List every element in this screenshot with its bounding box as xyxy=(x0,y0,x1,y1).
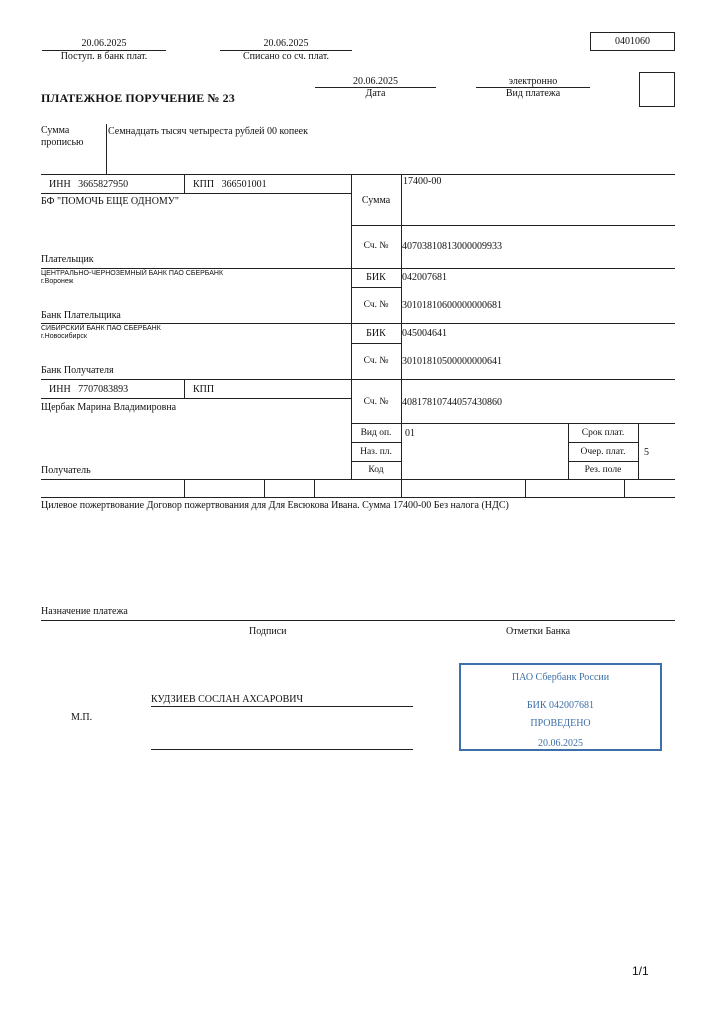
payer-label: Плательщик xyxy=(41,254,94,265)
bank-marks-label: Отметки Банка xyxy=(506,626,571,637)
tax-cell-6 xyxy=(624,479,625,497)
tax-cell-4 xyxy=(401,479,402,497)
codes-top-line xyxy=(351,423,675,424)
term-label: Срок плат. xyxy=(581,428,625,438)
received-date-label: Поступ. в банк плат. xyxy=(60,51,148,62)
recipient-inn-kpp-divider xyxy=(184,379,185,398)
payer-account: 40703810813000009933 xyxy=(402,241,502,252)
payer-bank-corr: 30101810600000000681 xyxy=(402,300,502,311)
payer-inn-value: 3665827950 xyxy=(78,179,129,190)
payer-bank-bik-line xyxy=(351,287,401,288)
purpose-line xyxy=(41,620,675,621)
payer-kpp-label: КПП xyxy=(193,179,215,190)
recipient-inn-line xyxy=(41,398,351,399)
reserve-label: Рез. поле xyxy=(584,465,622,475)
recipient-account: 40817810744057430860 xyxy=(402,397,502,408)
payer-row-line xyxy=(41,268,675,269)
payer-bank-row-line xyxy=(41,323,675,324)
recipient-bank-row-line xyxy=(41,379,675,380)
amount-value: 17400-00 xyxy=(403,176,442,187)
debited-date: 20.06.2025 xyxy=(263,38,309,49)
codes-line-1a xyxy=(351,442,401,443)
op-type-label: Вид оп. xyxy=(360,428,392,438)
codes-line-2a xyxy=(351,461,401,462)
debited-date-label: Списано со сч. плат. xyxy=(242,51,330,62)
payer-bank-bik: 042007681 xyxy=(402,272,447,283)
recipient-inn-label: ИНН xyxy=(49,384,71,395)
amount-label: Сумма xyxy=(361,195,391,206)
priority-label: Очер. плат. xyxy=(580,447,626,457)
signatures-label: Подписи xyxy=(249,626,287,637)
recipient-bank-corr-label: Сч. № xyxy=(363,356,389,366)
purpose-text: Цилевое пожертвование Договор пожертвования для Для Евсюкова Ивана. Сумма 17400-00 Без налога (НДС) xyxy=(41,500,509,511)
payer-bank-bik-label: БИК xyxy=(366,272,386,283)
empty-field-box xyxy=(639,72,675,107)
payer-inn-label: ИНН xyxy=(49,179,71,190)
payer-bank-label: Банк Плательщика xyxy=(41,310,121,321)
bank-stamp xyxy=(459,663,662,751)
signature-line-2 xyxy=(151,749,413,750)
tax-row-bottom-line xyxy=(41,497,675,498)
tax-cell-2 xyxy=(264,479,265,497)
grid-vline-left xyxy=(351,174,352,423)
document-date-label: Дата xyxy=(365,88,386,99)
tax-cell-5 xyxy=(525,479,526,497)
amount-words-text: Семнадцать тысяч четыреста рублей 00 копеек xyxy=(108,126,308,137)
payer-kpp xyxy=(193,179,267,190)
payer-inn xyxy=(49,179,128,190)
recipient-bank-corr: 30101810500000000641 xyxy=(402,356,502,367)
recipient-bank-city: г.Новосибирск xyxy=(41,333,87,340)
recipient-kpp-label: КПП xyxy=(193,384,215,395)
signature-line-1 xyxy=(151,706,413,707)
payer-name: БФ "ПОМОЧЬ ЕЩЕ ОДНОМУ" xyxy=(41,196,179,207)
grid-line-top xyxy=(41,174,675,175)
stamp-status: ПРОВЕДЕНО xyxy=(530,718,591,729)
purpose-label: Назначение платежа xyxy=(41,606,128,617)
payer-inn-kpp-divider xyxy=(184,174,185,193)
stamp-place-label: М.П. xyxy=(71,712,93,723)
recipient-bank-label: Банк Получателя xyxy=(41,365,114,376)
recipient-bank-bik: 045004641 xyxy=(402,328,447,339)
payment-type: электронно xyxy=(508,76,558,87)
pay-name-label: Наз. пл. xyxy=(360,447,392,457)
received-date: 20.06.2025 xyxy=(81,38,127,49)
tax-cell-3 xyxy=(314,479,315,497)
recipient-inn-value: 7707083893 xyxy=(78,384,129,395)
recipient-bank-bik-label: БИК xyxy=(366,328,386,339)
payment-type-label: Вид платежа xyxy=(505,88,561,99)
amount-words-divider xyxy=(106,124,107,174)
stamp-bank-name: ПАО Сбербанк России xyxy=(511,672,610,683)
amount-words-label xyxy=(41,125,84,149)
tax-cell-1 xyxy=(184,479,185,497)
code-label: Код xyxy=(368,465,384,475)
recipient-account-label: Сч. № xyxy=(363,397,389,407)
payer-bank-name: ЦЕНТРАЛЬНО-ЧЕРНОЗЕМНЫЙ БАНК ПАО СБЕРБАНК xyxy=(41,270,224,277)
payer-kpp-value: 366501001 xyxy=(221,179,267,190)
amount-words-label-line1: Сумма xyxy=(41,125,70,136)
priority-value: 5 xyxy=(644,447,649,458)
recipient-bank-bik-line xyxy=(351,343,401,344)
payer-account-label: Сч. № xyxy=(363,241,389,251)
payer-inn-line xyxy=(41,193,351,194)
document-title: ПЛАТЕЖНОЕ ПОРУЧЕНИЕ № 23 xyxy=(41,91,235,105)
recipient-kpp xyxy=(193,384,222,395)
stamp-date: 20.06.2025 xyxy=(538,738,583,749)
recipient-label: Получатель xyxy=(41,465,91,476)
document-date: 20.06.2025 xyxy=(353,76,398,87)
payer-bank-city: г.Воронеж xyxy=(41,278,74,285)
codes-line-1b xyxy=(568,442,638,443)
signer-name: КУДЗИЕВ СОСЛАН АХСАРОВИЧ xyxy=(151,694,304,705)
page-counter: 1/1 xyxy=(632,964,649,978)
tax-row-top-line xyxy=(41,479,675,480)
payer-bank-corr-label: Сч. № xyxy=(363,300,389,310)
recipient-name: Щербак Марина Владимировна xyxy=(41,402,177,413)
form-code-box xyxy=(590,32,675,51)
recipient-bank-name: СИБИРСКИЙ БАНК ПАО СБЕРБАНК xyxy=(41,325,161,332)
form-code: 0401060 xyxy=(615,36,650,47)
op-type-value: 01 xyxy=(405,428,415,439)
grid-vline-right xyxy=(401,174,402,423)
codes-vline-d xyxy=(638,423,639,480)
stamp-bik: БИК 042007681 xyxy=(526,700,595,711)
recipient-inn xyxy=(49,384,128,395)
amount-words-label-line2: прописью xyxy=(41,137,84,148)
amount-row-line xyxy=(351,225,675,226)
codes-vline-b xyxy=(401,423,402,480)
codes-line-2b xyxy=(568,461,638,462)
